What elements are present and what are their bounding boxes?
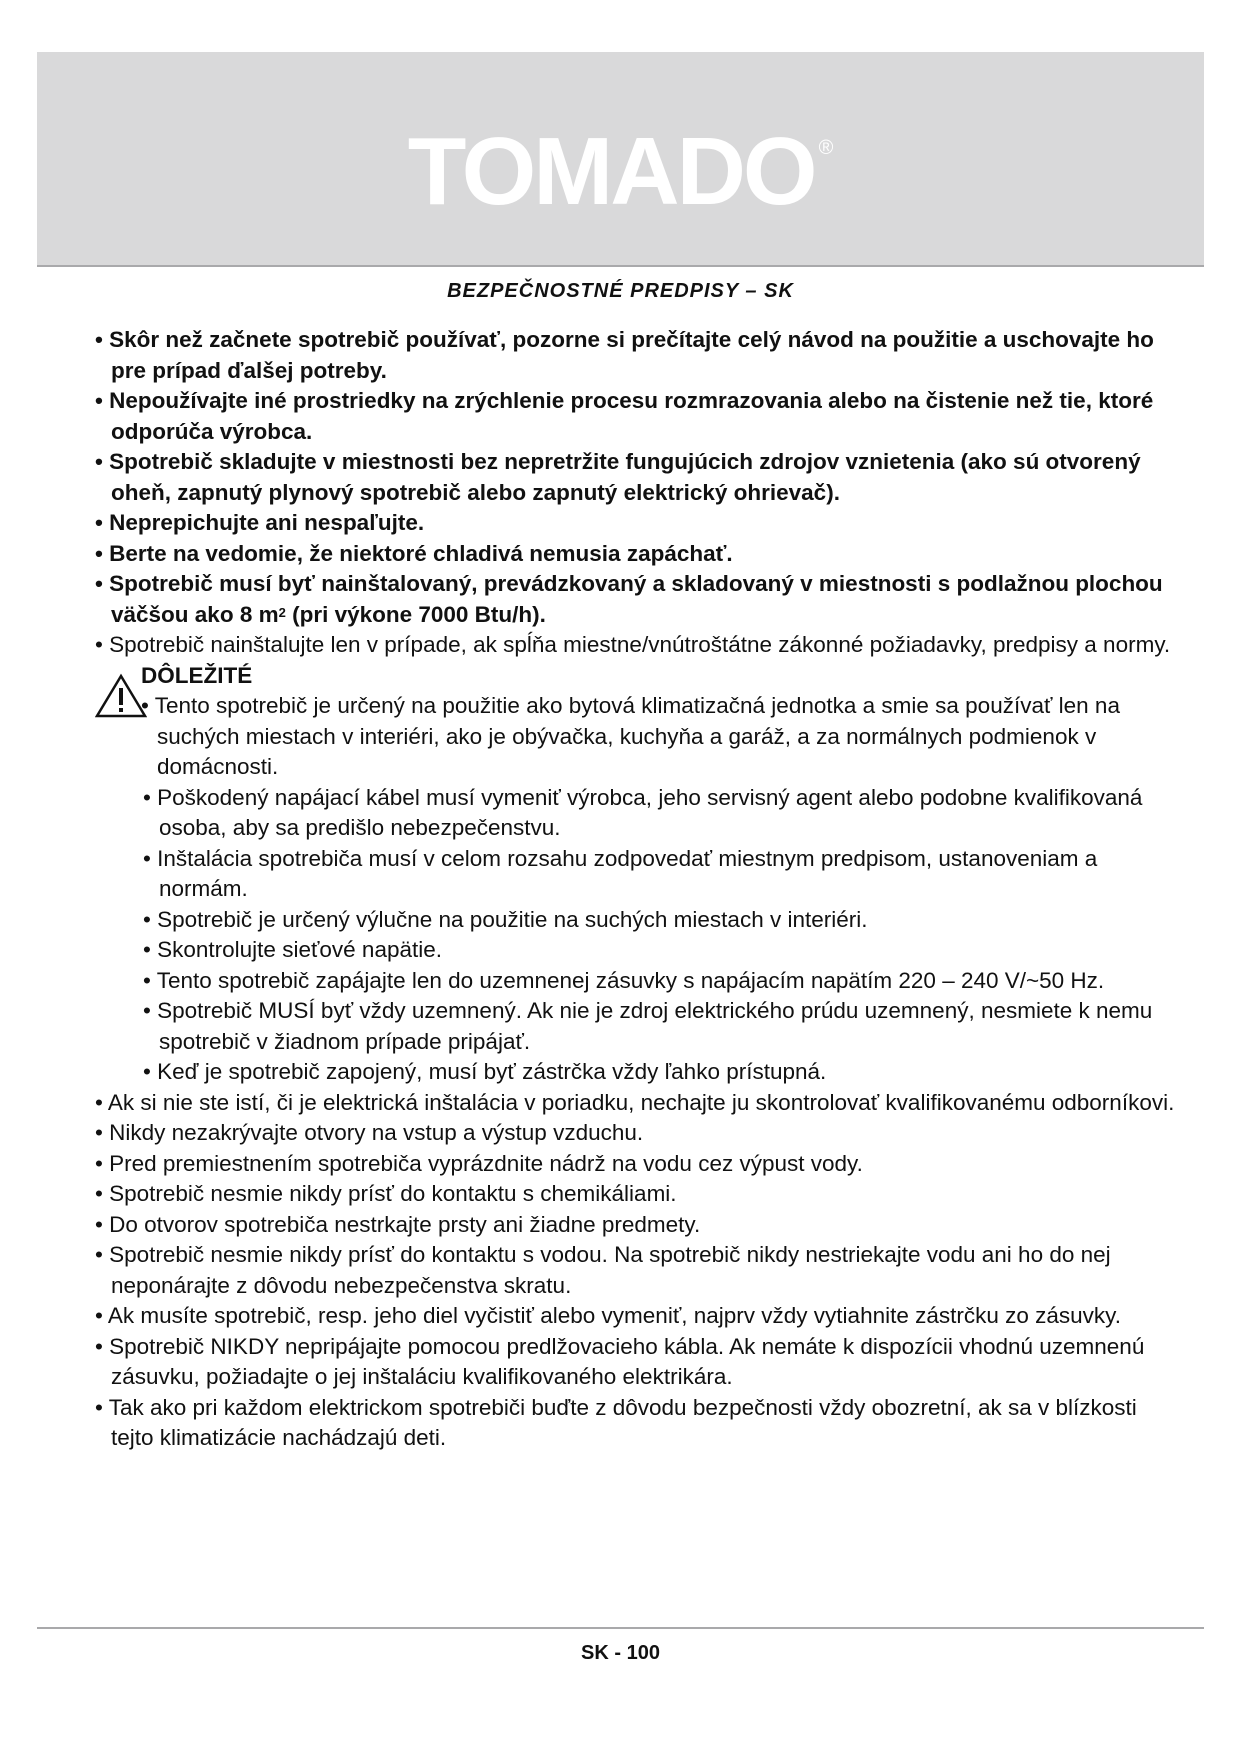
registered-mark: ® bbox=[818, 137, 834, 159]
bullet-item: • Nikdy nezakrývajte otvory na vstup a výstup vzduchu. bbox=[95, 1120, 644, 1145]
safety-content bbox=[95, 325, 1175, 1454]
bullet-item: • Ak musíte spotrebič, resp. jeho diel vyčistiť alebo vymeniť, najprv vždy vytiahnite zástrčku zo zásuvky. bbox=[95, 1303, 1122, 1328]
important-item: • Tento spotrebič zapájajte len do uzemnenej zásuvky s napájacím napätím 220 – 240 V/~50 Hz. bbox=[143, 967, 1105, 993]
area-superscript: 2 bbox=[278, 604, 286, 620]
bullet-item: • Pred premiestnením spotrebiča vyprázdnite nádrž na vodu cez výpust vody. bbox=[95, 1150, 863, 1176]
section-title: BEZPEČNOSTNÉ PREDPISY – SK bbox=[447, 280, 794, 302]
bullet-item: • Skôr než začnete spotrebič používať, pozorne si prečítajte celý návod na použitie a uschovajte ho pre prípad ďalšej potreby. bbox=[95, 327, 1154, 383]
important-block bbox=[95, 661, 1175, 1088]
brand-logo bbox=[37, 118, 1204, 225]
important-item: • Poškodený napájací kábel musí vymeniť výrobca, jeho servisný agent alebo podobne kvalifikovaná osoba, aby sa predišlo nebezpečenstvu. bbox=[143, 784, 1143, 840]
page-number: SK - 100 bbox=[581, 1642, 660, 1664]
bullet-item: • Nepoužívajte iné prostriedky na zrýchlenie procesu rozmrazovania alebo na čistenie než tie, ktoré odporúča výrobca. bbox=[95, 388, 1154, 444]
bullet-item-area bbox=[95, 569, 1175, 630]
bullet-item: • Spotrebič nesmie nikdy prísť do kontaktu s chemikáliami. bbox=[95, 1181, 677, 1206]
bullet-item: • Spotrebič NIKDY nepripájajte pomocou predlžovacieho kábla. Ak nemáte k dispozícii vhodnú uzemnenú zásuvku, požiadajte o jej inštaláciu kvalifikovaného elektrikára. bbox=[95, 1333, 1145, 1389]
area-text: • Spotrebič musí byť nainštalovaný, prevádzkovaný a skladovaný v miestnosti s podlažnou plochou väčšou ako 8 m bbox=[95, 571, 1163, 627]
logo-text: TOMADO bbox=[407, 118, 815, 225]
important-item: • Spotrebič MUSÍ byť vždy uzemnený. Ak nie je zdroj elektrického prúdu uzemnený, nesmiete k nemu spotrebič v žiadnom prípade pripájať. bbox=[143, 998, 1153, 1054]
bullet-item: • Spotrebič skladujte v miestnosti bez nepretržite fungujúcich zdrojov vznietenia (ako sú otvorený oheň, zapnutý plynový spotrebič alebo zapnutý elektrický ohrievač). bbox=[95, 449, 1141, 505]
bullet-item: • Spotrebič nainštalujte len v prípade, ak spĺňa miestne/vnútroštátne zákonné požiadavky, predpisy a normy. bbox=[95, 632, 1171, 657]
bullet-item: • Spotrebič nesmie nikdy prísť do kontaktu s vodou. Na spotrebič nikdy nestriekajte vodu ani ho do nej neponárajte z dôvodu nebezpečenstva skratu. bbox=[95, 1242, 1111, 1298]
bullet-item: • Neprepichujte ani nespaľujte. bbox=[95, 510, 425, 535]
bullet-item: • Do otvorov spotrebiča nestrkajte prsty ani žiadne predmety. bbox=[95, 1211, 701, 1237]
area-text-end: (pri výkone 7000 Btu/h). bbox=[285, 601, 546, 627]
footer-divider bbox=[37, 1627, 1204, 1629]
header-band bbox=[37, 52, 1204, 267]
bullet-item: • Ak si nie ste istí, či je elektrická inštalácia v poriadku, nechajte ju skontrolovať kvalifikovanému odborníkovi. bbox=[95, 1089, 1175, 1115]
warning-icon bbox=[95, 673, 147, 719]
important-item: • Keď je spotrebič zapojený, musí byť zástrčka vždy ľahko prístupná. bbox=[143, 1059, 827, 1084]
important-item: • Tento spotrebič je určený na použitie ako bytová klimatizačná jednotka a smie sa používať len na suchých miestach v interiéri, ako je obývačka, kuchyňa a garáž, a za normálnych podmienok v domácnosti. bbox=[141, 693, 1120, 779]
bullet-item: • Tak ako pri každom elektrickom spotrebiči buďte z dôvodu bezpečnosti vždy obozretní, ak sa v blízkosti tejto klimatizácie nachádzajú deti. bbox=[95, 1394, 1137, 1450]
bullet-item: • Berte na vedomie, že niektoré chladivá nemusia zapáchať. bbox=[95, 540, 733, 566]
important-item: • Inštalácia spotrebiča musí v celom rozsahu zodpovedať miestnym predpisom, ustanoveniam a normám. bbox=[143, 845, 1098, 901]
important-title: DÔLEŽITÉ bbox=[141, 662, 253, 688]
important-item: • Spotrebič je určený výlučne na použitie na suchých miestach v interiéri. bbox=[143, 906, 868, 932]
important-item: • Skontrolujte sieťové napätie. bbox=[143, 937, 442, 962]
